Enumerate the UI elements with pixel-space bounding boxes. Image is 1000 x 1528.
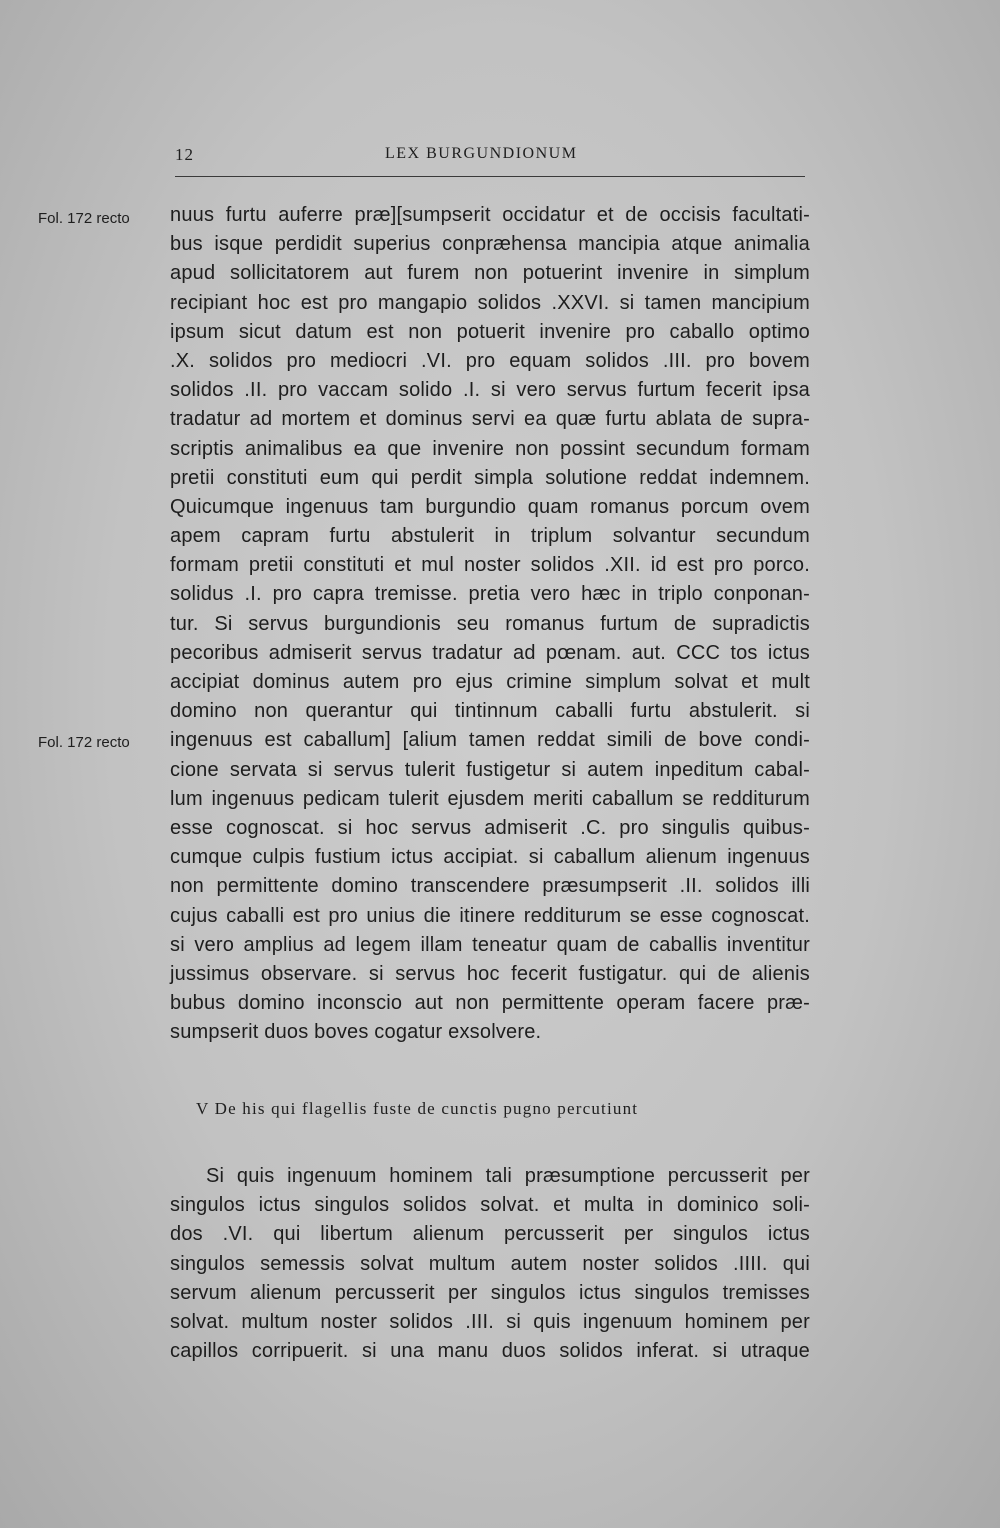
text-line: ingenuus est caballum] [alium tamen reddat simili de bove condi- bbox=[170, 729, 810, 752]
text-line: bubus domino inconscio aut non permittente operam facere præ- bbox=[170, 992, 810, 1015]
text-line: servum alienum percusserit per singulos ictus singulos tremisses bbox=[170, 1281, 810, 1304]
text-line: Si quis ingenuum hominem tali præsumptione percusserit per bbox=[206, 1165, 810, 1187]
text-line: solvat. multum noster solidos .III. si quis ingenuum hominem per bbox=[170, 1310, 810, 1333]
text-line: cumque culpis fustium ictus accipiat. si caballum alienum ingenuus bbox=[170, 846, 810, 869]
page-header bbox=[175, 145, 805, 175]
text-line: singulos ictus singulos solidos solvat. et multa in dominico soli- bbox=[170, 1194, 810, 1217]
text-line: domino non querantur qui tintinnum caballi furtu abstulerit. si bbox=[170, 700, 810, 723]
margin-note-folio: Fol. 172 recto bbox=[38, 734, 130, 751]
text-line: accipiat dominus autem pro ejus crimine simplum solvat et mult bbox=[170, 671, 810, 693]
paragraph-law-text bbox=[170, 201, 810, 1047]
section-heading: V De his qui flagellis fuste de cunctis pugno percutiunt bbox=[196, 1099, 639, 1118]
text-line: solidus .I. pro capra tremisse. pretia vero hæc in triplo conponan- bbox=[170, 583, 810, 606]
text-line: cione servata si servus tulerit fustigetur si autem inpeditum cabal- bbox=[170, 758, 810, 781]
text-line: scriptis animalibus ea que invenire non possint secundum formam bbox=[170, 437, 810, 460]
text-line: esse cognoscat. si hoc servus admiserit .C. pro singulis quibus- bbox=[170, 816, 810, 839]
text-line: bus isque perdidit superius conpræhensa mancipia atque animalia bbox=[170, 233, 810, 256]
paragraph-section-text bbox=[170, 1162, 810, 1366]
text-line: capillos corripuerit. si una manu duos solidos inferat. si utraque bbox=[170, 1340, 810, 1363]
text-line: Quicumque ingenuus tam burgundio quam romanus porcum ovem bbox=[170, 495, 810, 518]
text-line: singulos semessis solvat multum autem noster solidos .IIII. qui bbox=[170, 1252, 810, 1275]
text-line: jussimus observare. si servus hoc fecerit fustigatur. qui de alienis bbox=[170, 962, 810, 985]
margin-note-folio: Fol. 172 recto bbox=[38, 210, 130, 227]
text-line: non permittente domino transcendere præsumpserit .II. solidos illi bbox=[170, 875, 810, 898]
text-line: si vero amplius ad legem illam teneatur quam de caballis inventitur bbox=[170, 933, 810, 956]
text-line: apud sollicitatorem aut furem non potuerint invenire in simplum bbox=[170, 262, 810, 285]
text-line: lum ingenuus pedicam tulerit ejusdem meriti caballum se redditurum bbox=[170, 787, 810, 810]
text-line: sumpserit duos boves cogatur exsolvere. bbox=[170, 1021, 542, 1044]
text-line: apem capram furtu abstulerit in triplum solvantur secundum bbox=[170, 525, 810, 548]
text-line: pretii constituti eum qui perdit simpla solutione reddat indemnem. bbox=[170, 466, 810, 489]
page-number: 12 bbox=[175, 145, 194, 164]
text-line: formam pretii constituti et mul noster solidos .XII. id est pro porco. bbox=[170, 554, 810, 577]
text-line: tradatur ad mortem et dominus servi ea quæ furtu ablata de supra- bbox=[170, 408, 810, 431]
text-line: dos .VI. qui libertum alienum percusserit per singulos ictus bbox=[170, 1223, 810, 1246]
header-rule bbox=[175, 176, 805, 177]
text-line: ipsum sicut datum est non potuerit invenire pro caballo optimo bbox=[170, 320, 810, 343]
text-line: .X. solidos pro mediocri .VI. pro equam solidos .III. pro bovem bbox=[170, 349, 810, 372]
text-line: pecoribus admiserit servus tradatur ad pœnam. aut. CCC tos ictus bbox=[170, 641, 810, 664]
text-line: solidos .II. pro vaccam solido .I. si vero servus furtum fecerit ipsa bbox=[170, 379, 810, 402]
text-line: recipiant hoc est pro mangapio solidos .XXVI. si tamen mancipium bbox=[170, 291, 810, 314]
text-line: nuus furtu auferre præ][sumpserit occidatur et de occisis facultati- bbox=[170, 204, 810, 226]
text-line: tur. Si servus burgundionis seu romanus furtum de supradictis bbox=[170, 612, 810, 635]
running-title: LEX BURGUNDIONUM bbox=[385, 145, 578, 162]
text-line: cujus caballi est pro unius die itinere redditurum se esse cognoscat. bbox=[170, 904, 810, 927]
